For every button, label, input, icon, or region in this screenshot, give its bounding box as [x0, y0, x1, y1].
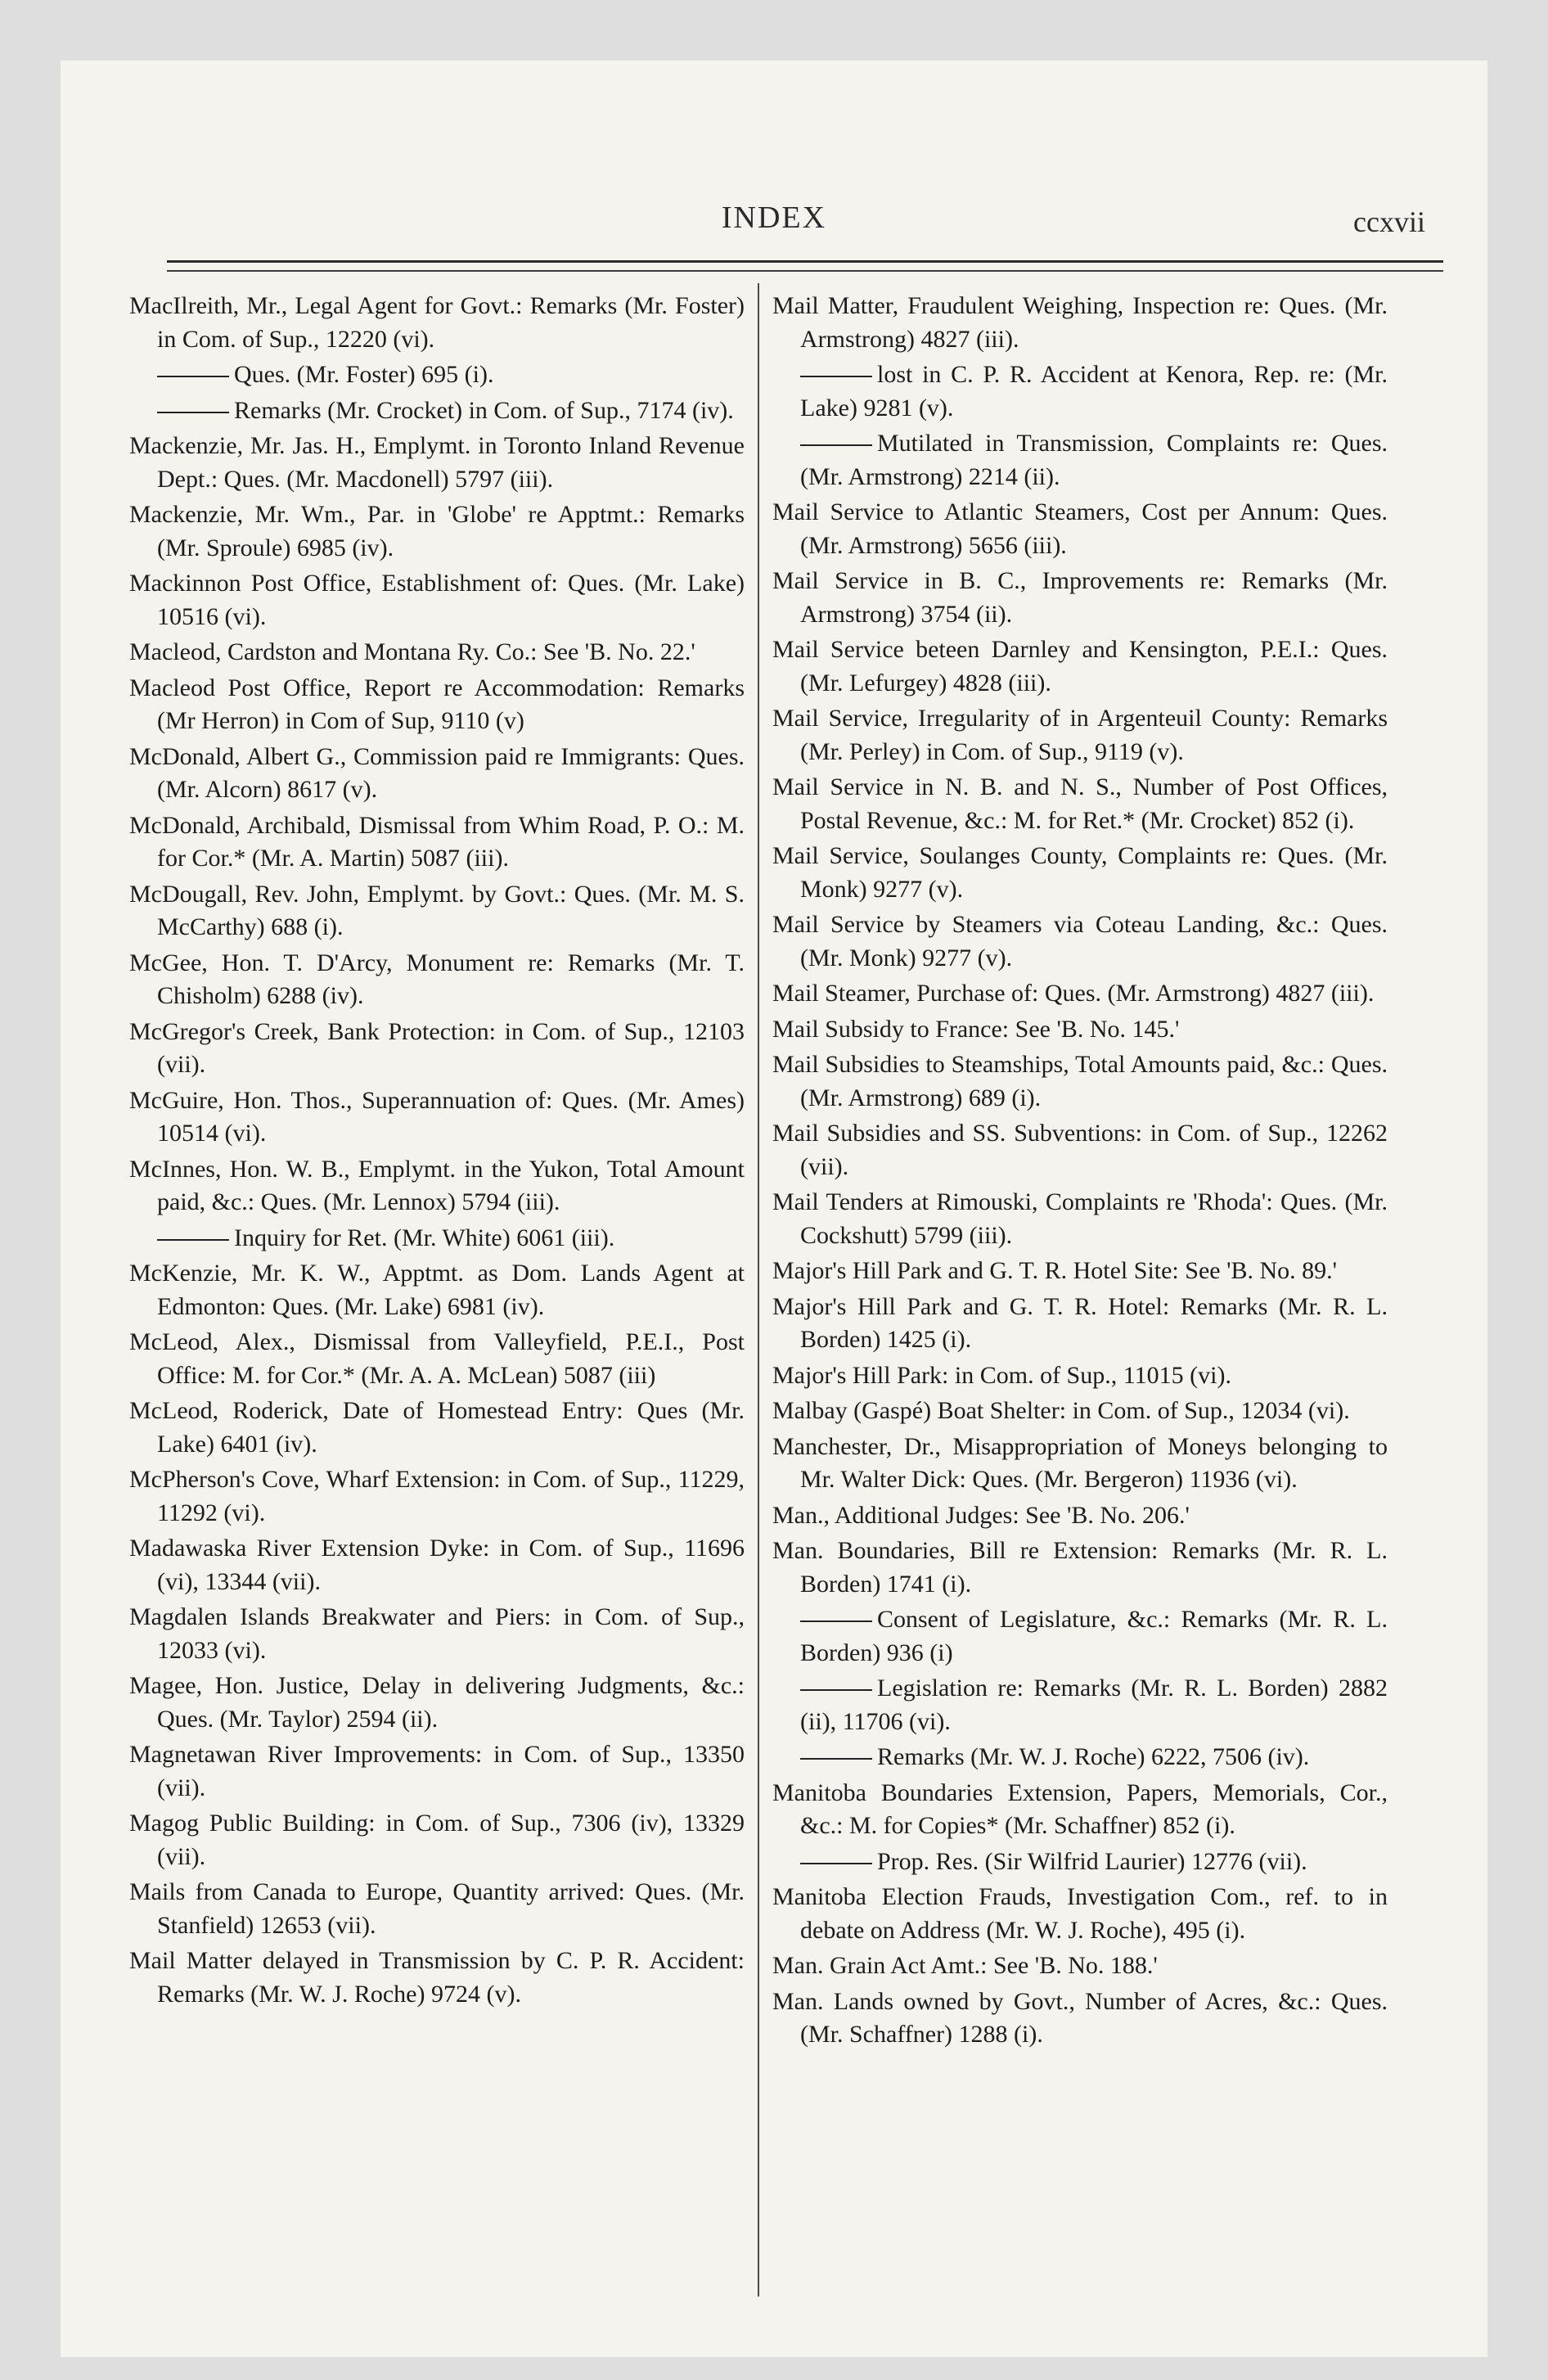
index-entry: Mackenzie, Mr. Jas. H., Emplymt. in Toronto Inland Revenue Dept.: Ques. (Mr. Macdonell) 5797 (iii). [129, 432, 745, 493]
index-entry: Mail Matter delayed in Transmission by C. P. R. Accident: Remarks (Mr. W. J. Roche) 9724 (v). [129, 1947, 745, 2008]
index-entry: Magog Public Building: in Com. of Sup., 7306 (iv), 13329 (vii). [129, 1810, 745, 1870]
index-subentry: Ques. (Mr. Foster) 695 (i). [129, 358, 745, 392]
index-entry: MacIlreith, Mr., Legal Agent for Govt.: Remarks (Mr. Foster) in Com. of Sup., 12220 (vi). [129, 292, 745, 353]
index-entry: Madawaska River Extension Dyke: in Com. of Sup., 11696 (vi), 13344 (vii). [129, 1535, 745, 1595]
index-subentry: Consent of Legislature, &c.: Remarks (Mr. R. L. Borden) 936 (i) [800, 1606, 1388, 1666]
ditto-dash [800, 376, 872, 377]
index-entry: Mail Steamer, Purchase of: Ques. (Mr. Armstrong) 4827 (iii). [772, 980, 1375, 1007]
index-entry: Malbay (Gaspé) Boat Shelter: in Com. of Sup., 12034 (vi). [772, 1397, 1350, 1424]
index-entry: Mackinnon Post Office, Establishment of: Ques. (Mr. Lake) 10516 (vi). [129, 570, 745, 630]
index-entry: Macleod, Cardston and Montana Ry. Co.: See 'B. No. 22.' [129, 638, 695, 665]
index-entry: Mail Service beteen Darnley and Kensington, P.E.I.: Ques. (Mr. Lefurgey) 4828 (iii). [772, 636, 1388, 696]
index-entry: Mail Matter, Fraudulent Weighing, Inspection re: Ques. (Mr. Armstrong) 4827 (iii). [772, 292, 1388, 353]
index-subentry: Remarks (Mr. Crocket) in Com. of Sup., 7174 (iv). [129, 394, 745, 428]
index-entry: Mail Service, Irregularity of in Argenteuil County: Remarks (Mr. Perley) in Com. of Sup., 9119 (v). [772, 705, 1388, 765]
index-entry: Macleod Post Office, Report re Accommodation: Remarks (Mr Herron) in Com of Sup, 9110 (v) [129, 674, 745, 734]
right-column [772, 290, 1388, 2054]
header-rule-thick [167, 260, 1443, 263]
index-entry: Man. Lands owned by Govt., Number of Acres, &c.: Ques. (Mr. Schaffner) 1288 (i). [772, 1987, 1388, 2048]
header-rule-thin [167, 270, 1443, 272]
ditto-dash [800, 1758, 872, 1760]
index-entry: Mail Tenders at Rimouski, Complaints re 'Rhoda': Ques. (Mr. Cockshutt) 5799 (iii). [772, 1188, 1388, 1249]
ditto-dash [157, 376, 229, 377]
index-entry: Mail Service, Soulanges County, Complaints re: Ques. (Mr. Monk) 9277 (v). [772, 842, 1388, 903]
ditto-dash [800, 1689, 872, 1691]
index-entry: Man. Boundaries, Bill re Extension: Remarks (Mr. R. L. Borden) 1741 (i). [772, 1537, 1388, 1598]
index-entry: McGee, Hon. T. D'Arcy, Monument re: Remarks (Mr. T. Chisholm) 6288 (iv). [129, 949, 745, 1009]
ditto-dash [157, 1239, 229, 1241]
column-divider [758, 283, 759, 2297]
index-entry: McGuire, Hon. Thos., Superannuation of: Ques. (Mr. Ames) 10514 (vi). [129, 1086, 745, 1147]
index-entry: McDougall, Rev. John, Emplymt. by Govt.: Ques. (Mr. M. S. McCarthy) 688 (i). [129, 880, 745, 940]
index-entry: Mail Service to Atlantic Steamers, Cost per Annum: Ques. (Mr. Armstrong) 5656 (iii). [772, 498, 1388, 559]
index-entry: Mail Service in N. B. and N. S., Number of Post Offices, Postal Revenue, &c.: M. for Ret.* (Mr. Crocket) 852 (i). [772, 773, 1388, 834]
left-column [129, 290, 745, 2013]
index-entry: Man., Additional Judges: See 'B. No. 206.' [772, 1501, 1190, 1529]
index-entry: McDonald, Archibald, Dismissal from Whim Road, P. O.: M. for Cor.* (Mr. A. Martin) 5087 (iii). [129, 811, 745, 872]
index-subentry: lost in C. P. R. Accident at Kenora, Rep. re: (Mr. Lake) 9281 (v). [800, 361, 1388, 421]
index-entry: Manitoba Election Frauds, Investigation Com., ref. to in debate on Address (Mr. W. J. Roche), 495 (i). [772, 1883, 1388, 1944]
index-subentry: Inquiry for Ret. (Mr. White) 6061 (iii). [129, 1222, 745, 1255]
ditto-dash [800, 1620, 872, 1622]
ditto-dash [157, 412, 229, 413]
index-subentry: Mutilated in Transmission, Complaints re: Ques. (Mr. Armstrong) 2214 (ii). [800, 430, 1388, 490]
index-entry: Magnetawan River Improvements: in Com. of Sup., 13350 (vii). [129, 1741, 745, 1801]
ditto-dash [800, 444, 872, 446]
index-entry: Manchester, Dr., Misappropriation of Moneys belonging to Mr. Walter Dick: Ques. (Mr. Bergeron) 11936 (vi). [772, 1432, 1388, 1493]
index-entry: McGregor's Creek, Bank Protection: in Com. of Sup., 12103 (vii). [129, 1017, 745, 1078]
index-entry: Mail Subsidy to France: See 'B. No. 145.' [772, 1015, 1180, 1043]
ditto-dash [800, 1863, 872, 1864]
index-entry: Magee, Hon. Justice, Delay in delivering Judgments, &c.: Ques. (Mr. Taylor) 2594 (ii). [129, 1672, 745, 1733]
page-header [61, 200, 1487, 249]
index-subentry: Prop. Res. (Sir Wilfrid Laurier) 12776 (vii). [772, 1846, 1388, 1879]
index-entry: McDonald, Albert G., Commission paid re Immigrants: Ques. (Mr. Alcorn) 8617 (v). [129, 742, 745, 803]
index-entry: Man. Grain Act Amt.: See 'B. No. 188.' [772, 1952, 1158, 1979]
index-entry: Major's Hill Park and G. T. R. Hotel: Remarks (Mr. R. L. Borden) 1425 (i). [772, 1292, 1388, 1353]
index-entry: Major's Hill Park and G. T. R. Hotel Site: See 'B. No. 89.' [772, 1257, 1338, 1284]
index-entry: McKenzie, Mr. K. W., Apptmt. as Dom. Lands Agent at Edmonton: Ques. (Mr. Lake) 6981 (iv). [129, 1260, 745, 1320]
index-entry: Magdalen Islands Breakwater and Piers: in Com. of Sup., 12033 (vi). [129, 1603, 745, 1664]
index-entry: McPherson's Cove, Wharf Extension: in Com. of Sup., 11229, 11292 (vi). [129, 1466, 745, 1526]
index-entry: Manitoba Boundaries Extension, Papers, Memorials, Cor., &c.: M. for Copies* (Mr. Schaffner) 852 (i). [772, 1778, 1388, 1839]
index-entry: Mail Subsidies to Steamships, Total Amounts paid, &c.: Ques. (Mr. Armstrong) 689 (i). [772, 1051, 1388, 1111]
index-entry: Mail Service in B. C., Improvements re: Remarks (Mr. Armstrong) 3754 (ii). [772, 567, 1388, 628]
index-entry: Mails from Canada to Europe, Quantity arrived: Ques. (Mr. Stanfield) 12653 (vii). [129, 1878, 745, 1939]
index-subentry: Remarks (Mr. W. J. Roche) 6222, 7506 (iv). [772, 1741, 1388, 1774]
index-page [61, 61, 1487, 2357]
index-entry: McInnes, Hon. W. B., Emplymt. in the Yukon, Total Amount paid, &c.: Ques. (Mr. Lennox) 5794 (iii). [129, 1155, 745, 1215]
index-entry: Mail Subsidies and SS. Subventions: in Com. of Sup., 12262 (vii). [772, 1120, 1388, 1180]
page-number: ccxvii [1353, 205, 1425, 238]
index-entry: Major's Hill Park: in Com. of Sup., 11015 (vi). [772, 1361, 1231, 1389]
index-entry: McLeod, Alex., Dismissal from Valleyfield, P.E.I., Post Office: M. for Cor.* (Mr. A. A. McLean) 5087 (iii) [129, 1328, 745, 1389]
index-subentry: Legislation re: Remarks (Mr. R. L. Borden) 2882 (ii), 11706 (vi). [800, 1675, 1388, 1735]
index-entry: Mail Service by Steamers via Coteau Landing, &c.: Ques. (Mr. Monk) 9277 (v). [772, 911, 1388, 971]
index-entry: Mackenzie, Mr. Wm., Par. in 'Globe' re Apptmt.: Remarks (Mr. Sproule) 6985 (iv). [129, 501, 745, 561]
page-title: INDEX [721, 201, 827, 235]
index-entry: McLeod, Roderick, Date of Homestead Entry: Ques (Mr. Lake) 6401 (iv). [129, 1397, 745, 1458]
